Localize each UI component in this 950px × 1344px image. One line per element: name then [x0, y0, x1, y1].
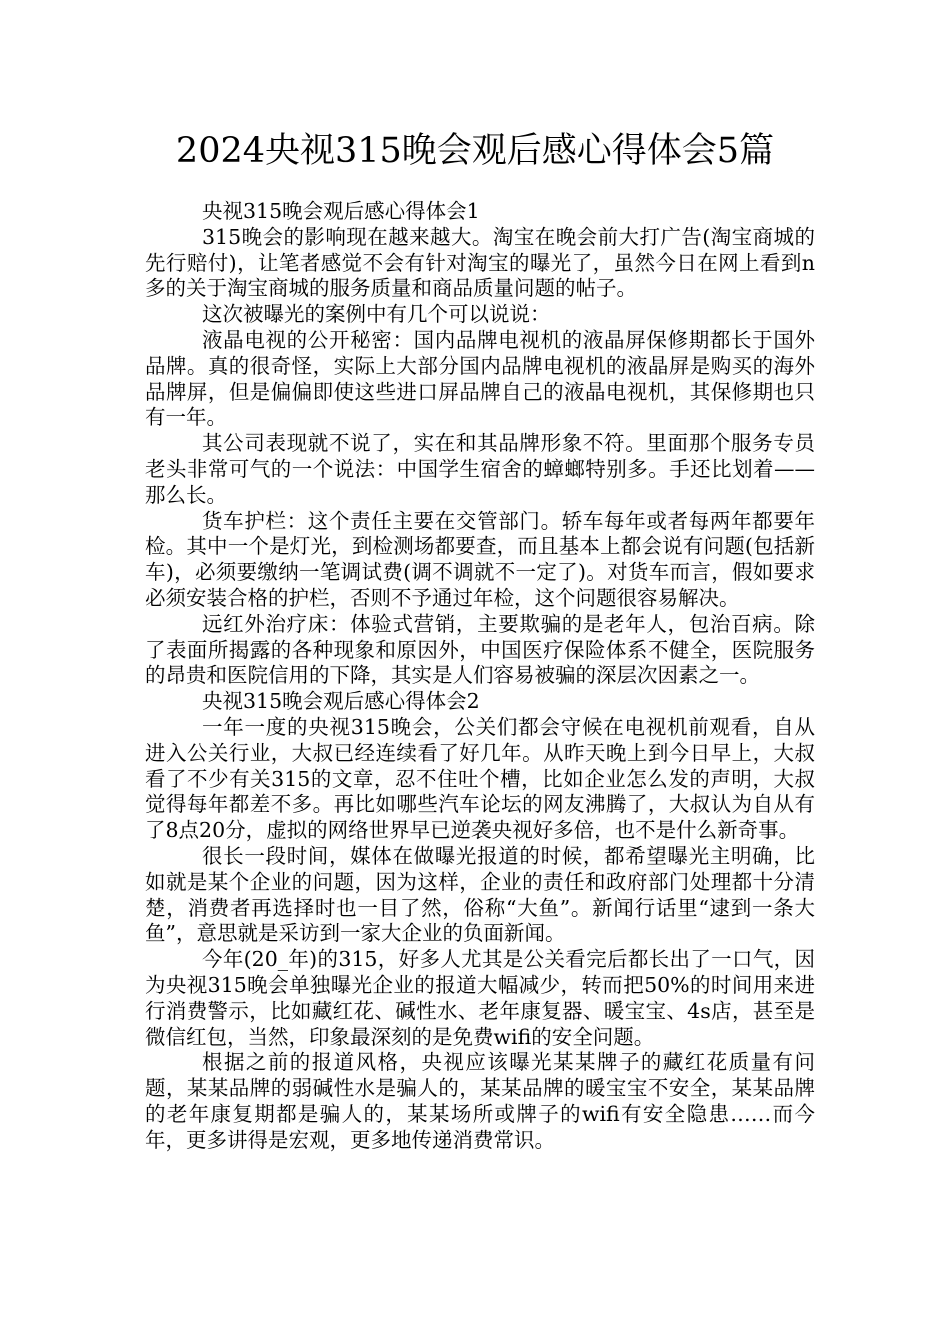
paragraph: 远红外治疗床：体验式营销，主要欺骗的是老年人，包治百病。除了表面所揭露的各种现象和原因外，中国医疗保险体系不健全，医院服务的昂贵和医院信用的下降，其实是人们容易被骗的深层次因素之一。 — [145, 611, 815, 688]
paragraph: 很长一段时间，媒体在做曝光报道的时候，都希望曝光主明确，比如就是某个企业的问题，因为这样，企业的责任和政府部门处理都十分清楚，消费者再选择时也一目了然，俗称“大鱼”。新闻行话里“逮到一条大鱼”，意思就是采访到一家大企业的负面新闻。 — [145, 843, 815, 946]
paragraph: 这次被曝光的案例中有几个可以说说： — [202, 302, 551, 327]
paragraph: 液晶电视的公开秘密：国内品牌电视机的液晶屏保修期都长于国外品牌。真的很奇怪，实际上大部分国内品牌电视机的液晶屏是购买的海外品牌屏，但是偏偏即使这些进口屏品牌自己的液晶电视机，其保修期也只有一年。 — [145, 327, 815, 430]
paragraph: 根据之前的报道风格，央视应该曝光某某牌子的藏红花质量有问题，某某品牌的弱碱性水是骗人的，某某品牌的暖宝宝不安全，某某品牌的老年康复期都是骗人的，某某场所或牌子的wifi有安全隐患……而今年，更多讲得是宏观，更多地传递消费常识。 — [145, 1050, 815, 1152]
document-title: 2024央视315晚会观后感心得体会5篇 — [175, 131, 775, 171]
section-heading-1: 央视315晚会观后感心得体会1 — [202, 199, 480, 223]
document-body — [145, 199, 815, 1153]
paragraph: 一年一度的央视315晚会，公关们都会守候在电视机前观看，自从进入公关行业，大叔已经连续看了好几年。从昨天晚上到今日早上，大叔看了不少有关315的文章，忍不住吐个槽，比如企业怎么发的声明，大叔觉得每年都差不多。再比如哪些汽车论坛的网友沸腾了，大叔认为自从有了8点20分，虚拟的网络世界早已逆袭央视好多倍，也不是什么新奇事。 — [145, 714, 815, 843]
paragraph: 货车护栏：这个责任主要在交管部门。轿车每年或者每两年都要年检。其中一个是灯光，到检测场都要查，而且基本上都会说有问题(包括新车)，必须要缴纳一笔调试费(调不调就不一定了)。对货车而言，假如要求必须安装合格的护栏，否则不予通过年检，这个问题很容易解决。 — [145, 508, 815, 610]
paragraph: 今年(20_年)的315，好多人尤其是公关看完后都长出了一口气，因为央视315晚会单独曝光企业的报道大幅减少，转而把50%的时间用来进行消费警示，比如藏红花、碱性水、老年康复器、暖宝宝、4s店，甚至是微信红包，当然，印象最深刻的是免费wifi的安全问题。 — [145, 947, 815, 1049]
section-heading-2: 央视315晚会观后感心得体会2 — [202, 689, 480, 714]
paragraph: 315晚会的影响现在越来越大。淘宝在晚会前大打广告(淘宝商城的先行赔付)，让笔者感觉不会有针对淘宝的曝光了，虽然今日在网上看到n多的关于淘宝商城的服务质量和商品质量问题的帖子。 — [145, 224, 815, 301]
paragraph: 其公司表现就不说了，实在和其品牌形象不符。里面那个服务专员老头非常可气的一个说法：中国学生宿舍的蟑螂特别多。手还比划着——那么长。 — [145, 431, 815, 507]
